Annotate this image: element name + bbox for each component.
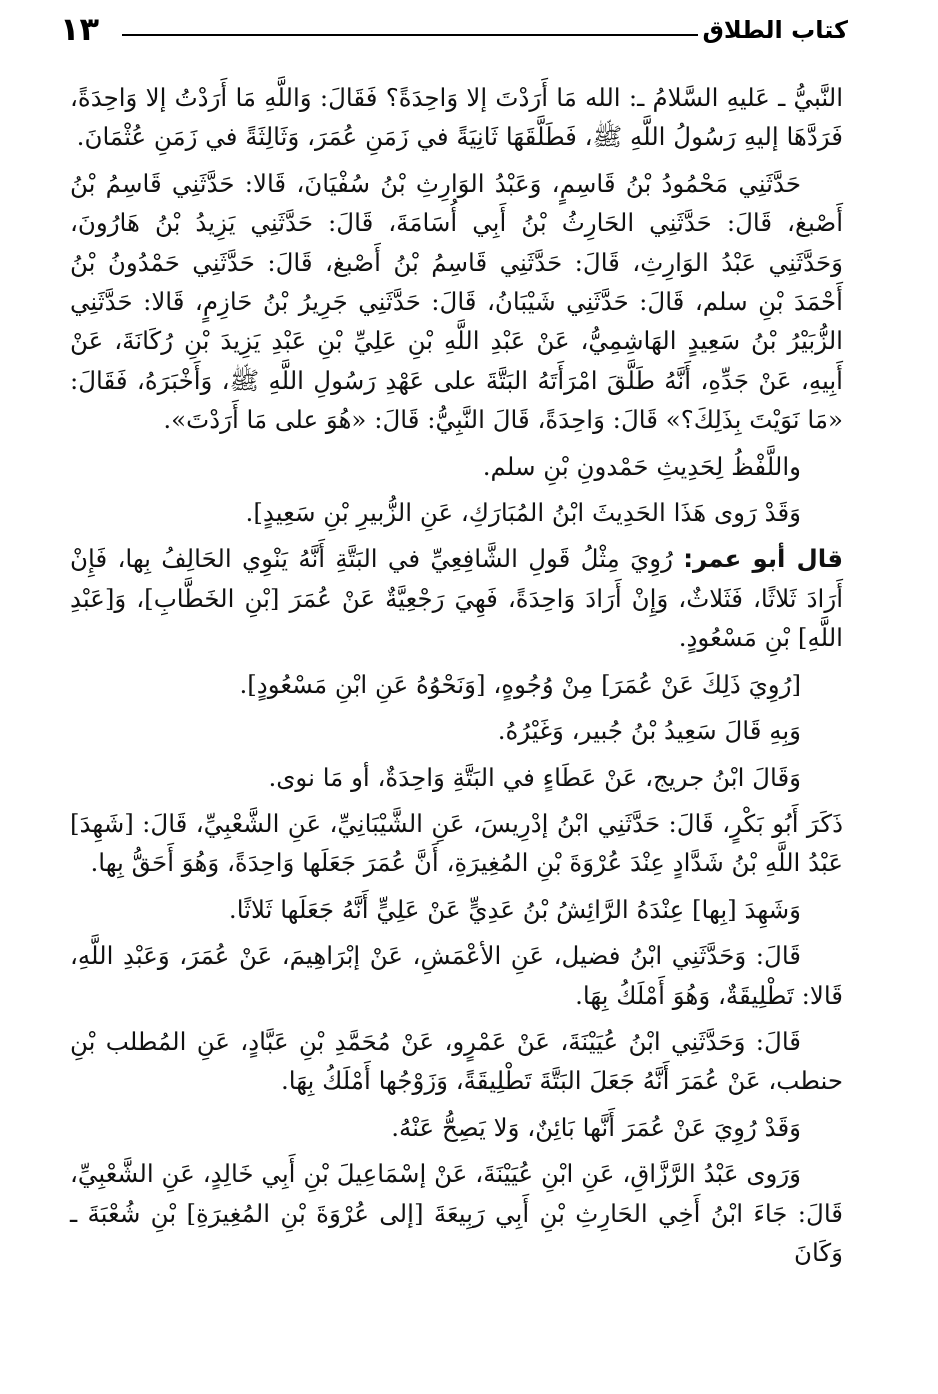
paragraph: وَشَهِدَ [بِها] عِنْدَهُ الرَّائِشُ بْنُ عَدِيٍّ عَنْ عَلِيٍّ أَنَّهُ جَعَلَها ثَلاثًا. xyxy=(228,894,801,924)
paragraph: وَقَدْ رُوِيَ عَنْ عُمَرَ أَنَّها بَائِنٌ، وَلا يَصِحُّ عَنْهُ. xyxy=(391,1112,801,1142)
paragraph: حَدَّثَنِي مَحْمُودُ بْنُ قَاسِمٍ، وَعَبْدُ الوَارِثِ بْنُ سُفْيَانَ، قَالا: حَدَّثَنِي قَاسِمُ بْنُ أَصْبغ، قَالَ: حَدَّثَنِي الحَارِثُ بْنُ أَبِي أُسَامَةَ، قَالَ: حَدَّثَنِي يَزِيدُ بْنُ هَارُونَ، وَحَدَّثَنِي عَبْدُ الوَارِثِ، قَالَ: حَدَّثَنِي قَاسِمُ بْنُ أَصْبغ، قَالَ: حَدَّثَنِي حَمْدُونُ بْنُ أَحْمَدَ بْنِ سلم، قَالَ: حَدَّثَنِي شَيْبَانُ، قَالَ: حَدَّثَنِي جَرِيرُ بْنُ حَازِمٍ، قَالا: حَدَّثَنِي الزُّبَيْرُ بْنُ سَعِيدٍ الهَاشِمِيُّ، عَنْ عَبْدِ اللَّهِ بْنِ عَلِيِّ بْنِ عَبْدِ يَزِيدَ بْنِ رُكَانَةَ، عَنْ أَبِيهِ، عَنْ جَدِّهِ، أَنَّهُ طَلَّقَ امْرَأَتَهُ البَتَّةَ على عَهْدِ رَسُولِ اللَّهِ ﷺ، وَأَخْبَرَهُ، فَقَالَ: «مَا نَوَيْتَ بِذَلِكَ؟» قَالَ: وَاحِدَةً، قَالَ النَّبِيُّ: قَالَ: «هُوَ على مَا أَرَدْتَ». xyxy=(70,168,843,435)
paragraph: قَالَ: وَحَدَّثَنِي ابْنُ عُيَيْنَةَ، عَنْ عَمْرٍو، عَنْ مُحَمَّدِ بْنِ عَبَّادٍ، عَنِ المُطلب بْنِ حنطب، عَنْ عُمَرَ أَنَّهُ جَعَلَ البَتَّةَ تَطْلِيقَةً، وَزَوْجُها أَمْلَكُ بِهَا. xyxy=(70,1026,843,1096)
running-header xyxy=(60,10,848,50)
paragraph xyxy=(70,539,843,657)
paragraph: وَقَدْ رَوى هَذَا الحَدِيثَ ابْنُ المُبَارَكِ، عَنِ الزُّبيرِ بْنِ سَعِيدٍ]. xyxy=(245,498,801,528)
paragraph: وَبِهِ قَالَ سَعِيدُ بْنُ جُبير، وَغَيْرُهُ. xyxy=(497,716,801,746)
header-rule xyxy=(122,34,698,36)
book-title: كتاب الطلاق xyxy=(702,16,848,44)
paragraph: ذَكَرَ أَبُو بَكْرٍ، قَالَ: حَدَّثَنِي ابْنُ إدْرِيسَ، عَنِ الشَّيْبَانِيِّ، عَنِ الشَّعْبِيِّ، قَالَ: [شَهِدَ] عَبْدُ اللَّهِ بْنُ شَدَّادٍ عِنْدَ عُرْوَةَ بْنِ المُغِيرَةِ، أَنَّ عُمَرَ جَعَلَها وَاحِدَةً، وَهُوَ أَحَقُّ بِها. xyxy=(70,808,843,878)
paragraph-text: رُوِيَ مِثْلُ قَولِ الشَّافِعِيِّ في البَتَّةِ أَنَّهُ يَنْوِي الحَالِفُ بِها، فَإِنْ أَرَادَ ثَلاثًا، فَثَلاثٌ، وَإِنْ أَرَادَ وَاحِدَةً، فَهِيَ رَجْعِيَّةٌ عَنْ عُمَرَ [بْنِ الخَطَّابِ]، وَ[عَبْدِ اللَّهِ] بْنِ مَسْعُودٍ. xyxy=(70,544,843,653)
paragraph: النَّبيُّ ـ عَليهِ السَّلامُ ـ: الله مَا أَرَدْتَ إلا وَاحِدَةً؟ فَقَالَ: وَاللَّهِ مَا أَرَدْتُ إلا وَاحِدَةً، فَرَدَّهَا إليهِ رَسُولُ اللَّهِ ﷺ، فَطَلَّقَهَا ثَانِيَةً في زَمَنِ عُمَرَ، وَثَالِثَةً في زَمَنِ عُثْمَانَ. xyxy=(70,83,843,152)
paragraph: قَالَ: وَحَدَّثَنِي ابْنُ فضيل، عَنِ الأعْمَشِ، عَنْ إبْرَاهِيمَ، عَنْ عُمَرَ، وَعَبْدِ اللَّهِ، قَالا: تَطْلِيقَةٌ، وَهُوَ أَمْلَكُ بِهَا. xyxy=(70,941,843,1010)
paragraph: [رُوِيَ ذَلِكَ عَنْ عُمَرَ] مِنْ وُجُوهٍ، [وَنَحْوُهُ عَنِ ابْنِ مَسْعُودٍ]. xyxy=(239,669,801,699)
body-text xyxy=(70,78,843,1279)
speaker-label: قال أبو عمر: xyxy=(683,544,843,574)
page-number: ١٣ xyxy=(60,10,100,48)
paragraph: واللَّفْظُ لِحَدِيثِ حَمْدونِ بْنِ سلم. xyxy=(482,451,801,481)
paragraph: وَرَوى عَبْدُ الرَّزَّاقِ، عَنِ ابْنِ عُيَيْنَةَ، عَنْ إسْمَاعِيلَ بْنِ أَبِي خَالِدٍ، عَنِ الشَّعْبِيِّ، قَالَ: جَاءَ ابْنُ أَخِي الحَارِثِ بْنِ أَبِي رَبِيعَةَ [إلى عُرْوَةَ بْنِ المُغِيرَةِ] بْنِ شُعْبَةَ ـ وَكَانَ xyxy=(70,1159,843,1267)
paragraph: وَقَالَ ابْنُ جريج، عَنْ عَطَاءٍ في البَتَّةِ وَاحِدَةٌ، أو مَا نوى. xyxy=(268,762,801,792)
